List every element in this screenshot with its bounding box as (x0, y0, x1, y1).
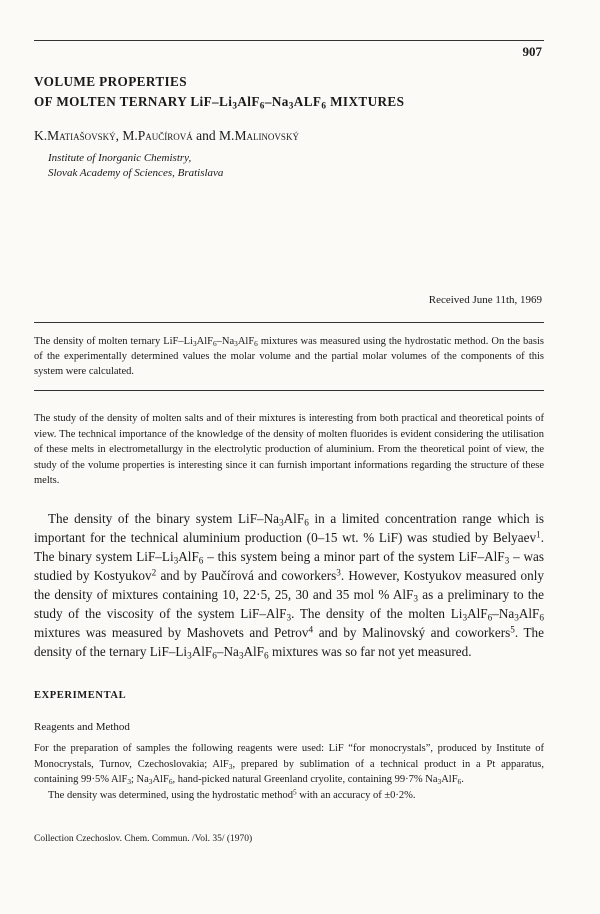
author-name: Malinovský (234, 128, 299, 143)
citation-ref: 3 (336, 567, 341, 578)
abstract-text: The density of molten ternary LiF–$Li_3AlF_6-Na_3AlF_6$ mixtures was measured using the hydrostatic method. On the basis of the experimentally determined values the molar volume and the partial molar volumes of the components of this system were calculated. (34, 336, 544, 377)
title-line-1: VOLUME PROPERTIES (34, 74, 187, 89)
author-name: Matiašovský (47, 128, 116, 143)
citation-ref: 2 (151, 567, 157, 578)
author-name: Paučírová (137, 128, 193, 143)
received-date: Received June 11th, 1969 (428, 294, 542, 306)
article-title (34, 72, 554, 112)
title-line-2: OF MOLTEN TERNARY LiF–$Li_3AlF_6-Na_3ALF_6$ MIXTURES (34, 94, 405, 111)
citation-ref: 1 (536, 529, 541, 540)
author-affiliation: Institute of Inorganic Chemistry, Slovak Academy of Sciences, Bratislava (48, 152, 224, 179)
citation-ref: 5 (510, 624, 515, 635)
method-paragraph: The density was determined, using the hydrostatic method$^5$ with an accuracy of ±0·2%. (48, 786, 416, 801)
abstract-top-rule (34, 322, 544, 323)
experimental-text (34, 741, 544, 803)
author-list: K.Matiašovský, M.Paučírová and M.Malinovský (34, 128, 299, 143)
page-number: 907 (522, 44, 542, 59)
body-paragraph: The density of the binary system LiF–$Na_3AlF_6$ in a limited concentration range which is important for the technical aluminium production (0–15 wt. % LiF) was studied by Belyaev$^1$. The binary system LiF–$Li_3AlF_6$ – this system being a minor part of the system LiF–AlF$_3$ – was studied by Kostyukov$^2$ and by Paučírová and coworkers$^3$. However, Kostyukov measured only the density of mixtures containing 10, 22·5, 25, 30 and 35 mol % AlF$_3$ as a preliminary to the study of the viscosity of the system LiF–AlF$_3$. The density of the molten $Li_3AlF_6-Na_3AlF_6$ mixtures was measured by Mashovets and Petrov$^4$ and by Malinovský and coworkers$^5$. The density of the ternary LiF–$Li_3AlF_6-Na_3AlF_6$ mixtures was so far not yet measured. (34, 511, 545, 661)
reagents-paragraph: For the preparation of samples the following reagents were used: LiF “for monocrystals”, produced by Institute of Monocrystals, Turnov, Czechoslovakia; AlF$_3$, prepared by sublimation of a technical product in a Pt apparatus, containing 99·5% AlF$_3$; $Na_3AlF_6$, hand-picked natural Greenland cryolite, containing 99·7% $Na_3AlF_6$. (34, 743, 545, 786)
subsection-heading-reagents: Reagents and Method (34, 721, 130, 733)
section-heading-experimental: EXPERIMENTAL (34, 690, 127, 701)
abstract-bottom-rule (34, 390, 544, 391)
header-rule (34, 40, 544, 41)
intro-paragraph: The study of the density of molten salts and of their mixtures is interesting from both practical and theoretical points of view. The technical importance of the knowledge of the density of molten fluorides is evident considering the utilisation of these melts in electrometallurgy in the electrolytic production of aluminium. From the theoretical point of view, the study of the volume properties is interesting since it can furnish important informations regarding the structure of these melts. (34, 413, 544, 486)
citation-ref: 4 (308, 624, 314, 635)
citation-ref: 5 (292, 786, 297, 796)
journal-footer: Collection Czechoslov. Chem. Commun. /Vol. 35/ (1970) (34, 834, 253, 844)
